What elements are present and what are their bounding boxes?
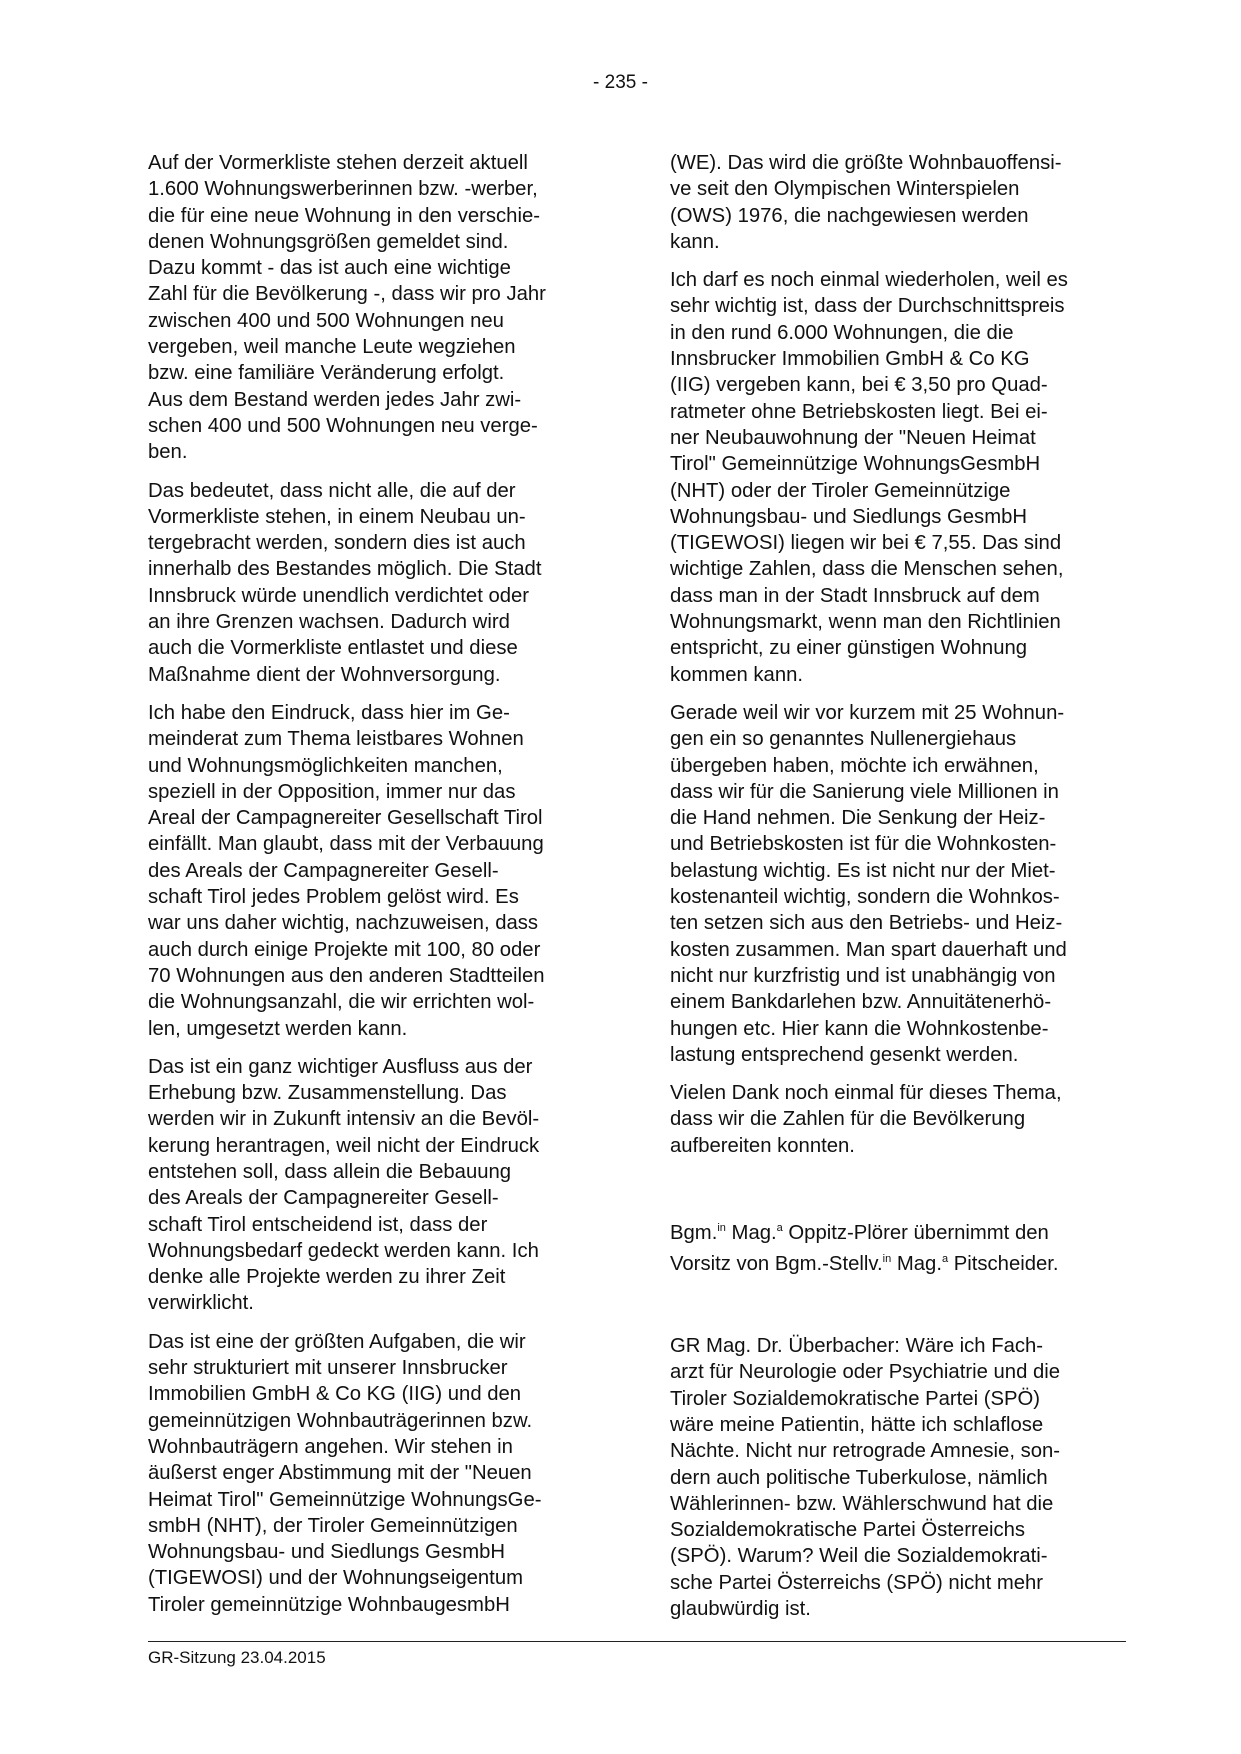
- paragraph: [148, 1329, 600, 1618]
- page-number: - 235 -: [593, 72, 648, 93]
- text-line: Maßnahme dient der Wohnversorgung.: [148, 663, 501, 686]
- paragraph: [670, 150, 1130, 255]
- paragraph: [670, 700, 1130, 1068]
- text-line: kerung herantragen, weil nicht der Eindruck: [148, 1134, 540, 1157]
- text-line: len, umgesetzt werden kann.: [148, 1017, 408, 1040]
- speech-paragraph: [670, 1333, 1130, 1622]
- text-line: Sozialdemokratische Partei Österreichs: [670, 1519, 1026, 1542]
- paragraph: [148, 150, 600, 466]
- text-line: Das ist ein ganz wichtiger Ausfluss aus der: [148, 1055, 533, 1078]
- text-line: denen Wohnungsgrößen gemeldet sind.: [148, 230, 509, 253]
- paragraph: [670, 267, 1130, 688]
- text-line: Das ist eine der größten Aufgaben, die wir: [148, 1330, 526, 1353]
- text-line: Nächte. Nicht nur retrograde Amnesie, son-: [670, 1440, 1061, 1463]
- text-line: dern auch politische Tuberkulose, nämlich: [670, 1466, 1048, 1489]
- text-line: (SPÖ). Warum? Weil die Sozialdemokrati-: [670, 1545, 1048, 1568]
- text-line: Wohnungsbau- und Siedlungs GesmbH: [670, 505, 1028, 528]
- text-line: sehr strukturiert mit unserer Innsbrucker: [148, 1357, 508, 1380]
- text-line: die Hand nehmen. Die Senkung der Heiz-: [670, 807, 1046, 830]
- text-line: schaft Tirol entscheidend ist, dass der: [148, 1213, 488, 1236]
- text-line: war uns daher wichtig, nachzuweisen, dass: [148, 912, 539, 935]
- text-line: denke alle Projekte werden zu ihrer Zeit: [148, 1266, 506, 1289]
- text-line: Vielen Dank noch einmal für dieses Thema,: [670, 1082, 1062, 1105]
- paragraph: [148, 1054, 600, 1317]
- text-line: wichtige Zahlen, dass die Menschen sehen,: [670, 558, 1064, 581]
- footer-session-date: GR-Sitzung 23.04.2015: [148, 1648, 326, 1667]
- footer-divider: [148, 1641, 1126, 1642]
- text-line: übergeben haben, möchte ich erwähnen,: [670, 754, 1039, 777]
- text-line: Tirol" Gemeinnützige WohnungsGesmbH: [670, 453, 1041, 476]
- text-line: ten setzen sich aus den Betriebs- und Heiz-: [670, 912, 1063, 935]
- text-line: auch durch einige Projekte mit 100, 80 oder: [148, 938, 541, 961]
- text-line: äußerst enger Abstimmung mit der "Neuen: [148, 1462, 532, 1485]
- text-line: Innsbruck würde unendlich verdichtet oder: [148, 584, 530, 607]
- text-line: dass wir für die Sanierung viele Millionen in: [670, 780, 1059, 803]
- text-line: in den rund 6.000 Wohnungen, die die: [670, 321, 1014, 344]
- text-line: kosten zusammen. Man spart dauerhaft und: [670, 938, 1067, 961]
- text-line: smbH (NHT), der Tiroler Gemeinnützigen: [148, 1514, 518, 1537]
- text-line: und Betriebskosten ist für die Wohnkosten-: [670, 833, 1057, 856]
- chair-change-note: Bgm.$^{in}$ Mag.$^a$ Oppitz-Plörer übernimmt den Vorsitz von Bgm.-Stellv.$^{in}$ Mag.$^a$ Pitscheider.: [670, 1221, 1059, 1275]
- text-line: Wohnungsbedarf gedeckt werden kann. Ich: [148, 1239, 539, 1262]
- paragraph: [148, 700, 600, 1042]
- text-line: Auf der Vormerkliste stehen derzeit aktuell: [148, 152, 528, 174]
- text-line: (OWS) 1976, die nachgewiesen werden: [670, 204, 1029, 227]
- text-line: 1.600 Wohnungswerberinnen bzw. -werber,: [148, 178, 538, 201]
- text-line: Tiroler Sozialdemokratische Partei (SPÖ): [670, 1387, 1041, 1410]
- text-line: Zahl für die Bevölkerung -, dass wir pro Jahr: [148, 283, 546, 306]
- text-line: schaft Tirol jedes Problem gelöst wird. Es: [148, 886, 519, 909]
- text-line: kann.: [670, 230, 720, 253]
- text-line: arzt für Neurologie oder Psychiatrie und die: [670, 1361, 1061, 1384]
- left-column: [148, 150, 600, 1630]
- text-line: (WE). Das wird die größte Wohnbauoffensi-: [670, 152, 1062, 174]
- text-line: werden wir in Zukunft intensiv an die Bevöl-: [148, 1108, 540, 1131]
- text-line: Innsbrucker Immobilien GmbH & Co KG: [670, 348, 1030, 371]
- text-line: entspricht, zu einer günstigen Wohnung: [670, 637, 1028, 660]
- text-line: Wohnungsbau- und Siedlungs GesmbH: [148, 1541, 506, 1564]
- text-line: Ich habe den Eindruck, dass hier im Ge-: [148, 701, 510, 724]
- text-line: Das bedeutet, dass nicht alle, die auf der: [148, 479, 516, 502]
- text-line: einfällt. Man glaubt, dass mit der Verbauung: [148, 833, 544, 856]
- text-line: Heimat Tirol" Gemeinnützige WohnungsGe-: [148, 1488, 542, 1511]
- text-line: aufbereiten konnten.: [670, 1134, 855, 1157]
- text-line: hungen etc. Hier kann die Wohnkostenbe-: [670, 1017, 1049, 1040]
- text-line: dass wir die Zahlen für die Bevölkerung: [670, 1108, 1026, 1131]
- text-line: ve seit den Olympischen Winterspielen: [670, 178, 1020, 201]
- text-line: innerhalb des Bestandes möglich. Die Stadt: [148, 558, 542, 581]
- text-line: belastung wichtig. Es ist nicht nur der Miet-: [670, 859, 1056, 882]
- text-line: Wohnbauträgern angehen. Wir stehen in: [148, 1435, 513, 1458]
- text-line: schen 400 und 500 Wohnungen neu verge-: [148, 414, 538, 437]
- text-line: Tiroler gemeinnützige WohnbaugesmbH: [148, 1593, 510, 1616]
- text-line: glaubwürdig ist.: [670, 1598, 811, 1621]
- text-line: speziell in der Opposition, immer nur das: [148, 780, 516, 803]
- text-line: gen ein so genanntes Nullenergiehaus: [670, 728, 1017, 751]
- text-line: Dazu kommt - das ist auch eine wichtige: [148, 257, 511, 280]
- text-line: sehr wichtig ist, dass der Durchschnittspreis: [670, 295, 1065, 318]
- text-line: Immobilien GmbH & Co KG (IIG) und den: [148, 1383, 522, 1406]
- text-line: (TIGEWOSI) und der Wohnungseigentum: [148, 1567, 523, 1590]
- text-line: dass man in der Stadt Innsbruck auf dem: [670, 584, 1040, 607]
- text-line: 70 Wohnungen aus den anderen Stadtteilen: [148, 964, 545, 987]
- text-line: Erhebung bzw. Zusammenstellung. Das: [148, 1082, 507, 1105]
- text-line: des Areals der Campagnereiter Gesell-: [148, 1187, 499, 1210]
- text-line: und Wohnungsmöglichkeiten manchen,: [148, 754, 503, 777]
- right-column: [670, 150, 1130, 1634]
- text-line: Wohnungsmarkt, wenn man den Richtlinien: [670, 611, 1061, 634]
- text-line: die Wohnungsanzahl, die wir errichten wol-: [148, 991, 535, 1014]
- text-line: ben.: [148, 441, 188, 464]
- text-line: kostenanteil wichtig, sondern die Wohnkos-: [670, 886, 1060, 909]
- text-line: gemeinnützigen Wohnbauträgerinnen bzw.: [148, 1409, 533, 1432]
- text-line: meinderat zum Thema leistbares Wohnen: [148, 728, 524, 751]
- text-line: verwirklicht.: [148, 1292, 254, 1315]
- text-line: GR Mag. Dr. Überbacher: Wäre ich Fach-: [670, 1335, 1044, 1358]
- text-line: Areal der Campagnereiter Gesellschaft Tirol: [148, 807, 543, 830]
- text-line: nicht nur kurzfristig und ist unabhängig von: [670, 964, 1056, 987]
- paragraph: [148, 478, 600, 688]
- text-line: bzw. eine familiäre Veränderung erfolgt.: [148, 362, 505, 385]
- text-line: ner Neubauwohnung der "Neuen Heimat: [670, 426, 1036, 449]
- text-line: tergebracht werden, sondern dies ist auch: [148, 532, 526, 555]
- text-line: Vormerkliste stehen, in einem Neubau un-: [148, 505, 526, 528]
- text-line: Wählerinnen- bzw. Wählerschwund hat die: [670, 1492, 1054, 1515]
- text-line: Ich darf es noch einmal wiederholen, weil es: [670, 269, 1068, 292]
- text-line: zwischen 400 und 500 Wohnungen neu: [148, 309, 504, 332]
- text-line: sche Partei Österreichs (SPÖ) nicht mehr: [670, 1571, 1044, 1594]
- text-line: (TIGEWOSI) liegen wir bei € 7,55. Das sind: [670, 532, 1062, 555]
- text-line: ratmeter ohne Betriebskosten liegt. Bei ei-: [670, 400, 1048, 423]
- text-line: vergeben, weil manche Leute wegziehen: [148, 336, 516, 359]
- text-line: einem Bankdarlehen bzw. Annuitätenerhö-: [670, 991, 1052, 1014]
- text-line: kommen kann.: [670, 663, 804, 686]
- paragraph: [670, 1080, 1130, 1159]
- text-line: des Areals der Campagnereiter Gesell-: [148, 859, 499, 882]
- text-line: (NHT) oder der Tiroler Gemeinnützige: [670, 479, 1011, 502]
- text-line: an ihre Grenzen wachsen. Dadurch wird: [148, 611, 510, 634]
- text-line: lastung entsprechend gesenkt werden.: [670, 1043, 1019, 1066]
- text-line: Aus dem Bestand werden jedes Jahr zwi-: [148, 388, 522, 411]
- text-line: Gerade weil wir vor kurzem mit 25 Wohnun-: [670, 701, 1065, 724]
- text-line: wäre meine Patientin, hätte ich schlaflose: [670, 1414, 1044, 1436]
- text-line: (IIG) vergeben kann, bei € 3,50 pro Quad-: [670, 374, 1048, 397]
- text-line: auch die Vormerkliste entlastet und diese: [148, 637, 518, 660]
- text-line: entstehen soll, dass allein die Bebauung: [148, 1160, 512, 1183]
- text-line: die für eine neue Wohnung in den verschie-: [148, 204, 540, 227]
